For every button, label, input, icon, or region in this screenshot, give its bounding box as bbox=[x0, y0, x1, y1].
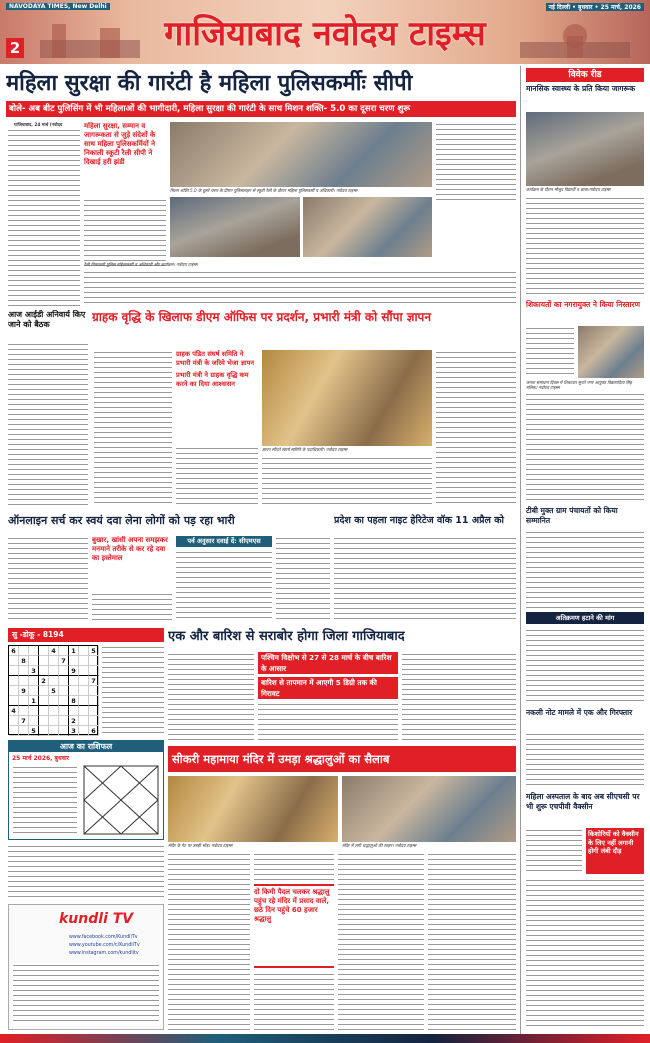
lead-body-lower bbox=[84, 270, 516, 306]
sudoku-cell: 1 bbox=[69, 646, 79, 656]
sudoku-cell: 2 bbox=[39, 676, 49, 686]
gram-body-col4 bbox=[436, 350, 516, 506]
horoscope-title: आज का राशिफल bbox=[9, 741, 163, 752]
sudoku-cell bbox=[79, 656, 89, 666]
heritage-headline: प्रदेश का पहला नाइट हेरिटेज वॉक 11 अप्रैल को bbox=[334, 515, 505, 526]
horoscope-date: 25 मार्च 2026, बुधवार bbox=[12, 755, 70, 762]
rain-bullet-1: पश्चिम विक्षोभ से 27 से 28 मार्च के बीच बारिश के आसार bbox=[258, 652, 398, 674]
sudoku-cell bbox=[49, 696, 59, 706]
sudoku-cell bbox=[89, 696, 99, 706]
sudoku-cell bbox=[79, 726, 89, 736]
temple-caption-1: मंदिर के गेट पर उमड़ी भीड़। नवोदय टाइम्स bbox=[168, 843, 233, 848]
right-story6-body-a bbox=[526, 828, 582, 874]
sudoku-cell bbox=[19, 726, 29, 736]
gram-photo-caption: ज्ञापन सौंपते संघर्ष समिति के पदाधिकारी। नवोदय टाइम्स bbox=[262, 447, 348, 452]
right-story4-body bbox=[526, 628, 644, 704]
right-story6-headline: महिला अस्पताल के बाद अब सीएचसी पर भी शुरू एचपीवी वैक्सीन bbox=[526, 792, 640, 811]
sudoku-cell bbox=[39, 686, 49, 696]
horoscope-panchang bbox=[13, 765, 77, 835]
sudoku-cell bbox=[79, 686, 89, 696]
sudoku-cell: 6 bbox=[9, 646, 19, 656]
kundli-link-3[interactable]: www.instagram.com/kundlitv bbox=[69, 951, 139, 956]
sudoku-cell bbox=[9, 716, 19, 726]
sudoku-cell: 6 bbox=[89, 726, 99, 736]
sudoku-cell bbox=[79, 646, 89, 656]
sudoku-cell bbox=[39, 656, 49, 666]
sudoku-cell bbox=[59, 686, 69, 696]
temple-body-col3 bbox=[254, 972, 334, 1030]
online-body-col4 bbox=[276, 536, 330, 622]
sudoku-cell: 7 bbox=[19, 716, 29, 726]
online-festival-box: पर्व अनुसार दवाई दें: सीएमएस bbox=[176, 536, 272, 547]
sudoku-cell bbox=[89, 656, 99, 666]
sudoku-cell: 9 bbox=[69, 666, 79, 676]
masthead-title: गाजियाबाद नवोदय टाइम्स bbox=[164, 14, 486, 54]
lead-photo-caption-1: मिशन शक्ति 5.0 के दूसरे चरण के दौरान पुलिसलाइन से स्कूटी रैली के दौरान महिला पुलिसकर्मी व अधिकारी। नवोदय टाइम्स bbox=[170, 188, 358, 193]
right-story3-body bbox=[526, 530, 644, 608]
sudoku-cell bbox=[49, 706, 59, 716]
right-story1-body bbox=[526, 196, 644, 296]
rain-headline: एक और बारिश से सराबोर होगा जिला गाजियाबाद bbox=[168, 629, 405, 644]
sudoku-cell bbox=[79, 666, 89, 676]
monument-icon bbox=[520, 14, 630, 58]
online-body-col2 bbox=[92, 592, 172, 622]
page-number: 2 bbox=[6, 38, 24, 58]
right-story2-caption: जनता समाधान दिवस में शिकायत सुनते नगर आयुक्त विक्रमादित्य सिंह मलिक। नवोदय टाइम्स bbox=[526, 380, 632, 390]
kundli-ad bbox=[8, 904, 164, 1030]
temple-body-col2 bbox=[254, 852, 334, 882]
right-photo-1 bbox=[526, 112, 644, 186]
lead-photo-3 bbox=[303, 197, 432, 257]
horoscope-signs bbox=[8, 844, 164, 900]
side-news-headline: आज आईडी अनिवार्य किए जाने को बैठक bbox=[8, 310, 86, 329]
sudoku-cell: 5 bbox=[49, 686, 59, 696]
sudoku-cell bbox=[69, 656, 79, 666]
kundli-ad-body bbox=[13, 963, 159, 1025]
temple-photo-1 bbox=[168, 776, 338, 842]
right-story2-headline: शिकायतों का नगरायुक्त ने किया निस्तारण bbox=[526, 300, 640, 309]
online-pull-quote: बुखार, खांसी अपना समझकर मनमाने तरीके से कर रहे दवा का इस्तेमाल bbox=[92, 536, 168, 562]
lead-photo-caption-2: रैली निकालती पुलिस महिलाकर्मी व अधिकारी और कार्यक्रम। नवोदय टाइम्स bbox=[84, 262, 198, 267]
sudoku-cell bbox=[29, 686, 39, 696]
gram-body-col3 bbox=[262, 456, 432, 506]
side-news-body bbox=[8, 342, 88, 506]
lead-body-col1 bbox=[8, 128, 80, 306]
sudoku-cell bbox=[89, 716, 99, 726]
sudoku-cell bbox=[79, 696, 89, 706]
right-story5-headline: नकली नोट मामले में एक और गिरफ्तार bbox=[526, 708, 633, 717]
sudoku-cell bbox=[9, 666, 19, 676]
heritage-body bbox=[334, 536, 516, 622]
sudoku-cell bbox=[19, 666, 29, 676]
lead-strap: बोले- अब बीट पुलिसिंग में भी महिलाओं की भागीदारी, महिला सुरक्षा की गारंटी के साथ मिशन शक्ति- 5.0 का दूसरा चरण शुरू bbox=[6, 101, 516, 117]
sudoku-cell bbox=[59, 646, 69, 656]
gram-bullet-1: ग्राहक पंडित संघर्ष समिति ने प्रभारी मंत्री के जरिये भेजा ज्ञापन bbox=[176, 350, 255, 367]
lead-photo-1 bbox=[170, 122, 432, 187]
sudoku-cell bbox=[49, 716, 59, 726]
sudoku-grid bbox=[8, 645, 98, 735]
sudoku-cell bbox=[59, 666, 69, 676]
masthead-tagline: NAVODAYA TIMES, New Delhi bbox=[6, 3, 110, 10]
gram-bullet-2: प्रभारी मंत्री ने ग्राहक वृद्धि कम करने का दिया आश्वासन bbox=[176, 371, 249, 388]
sudoku-cell bbox=[79, 706, 89, 716]
sudoku-cell bbox=[49, 676, 59, 686]
kundli-link-1[interactable]: www.facebook.com/KundliTv bbox=[69, 935, 138, 940]
right-col-label: विवेक रीड bbox=[526, 68, 644, 82]
sudoku-cell bbox=[39, 696, 49, 706]
sudoku-cell bbox=[59, 696, 69, 706]
sudoku-cell bbox=[29, 656, 39, 666]
sudoku-cell bbox=[9, 696, 19, 706]
right-story2-body-a bbox=[526, 326, 574, 378]
sudoku-cell bbox=[19, 676, 29, 686]
masthead bbox=[0, 0, 650, 64]
kundli-chart-icon bbox=[83, 765, 159, 835]
sudoku-cell bbox=[59, 676, 69, 686]
right-photo-caption: कार्यक्रम के दौरान मौजूद विद्यार्थी व छात्रा।नवोदय टाइम्स bbox=[526, 187, 611, 192]
lead-headline: महिला सुरक्षा की गारंटी है महिला पुलिसकर्मीः सीपी bbox=[6, 71, 413, 96]
lead-photo-2 bbox=[170, 197, 300, 257]
sudoku-cell: 4 bbox=[9, 706, 19, 716]
sudoku-cell bbox=[59, 716, 69, 726]
sudoku-cell bbox=[69, 686, 79, 696]
temple-body-col4 bbox=[338, 852, 424, 1030]
sudoku-cell bbox=[9, 726, 19, 736]
sudoku-cell bbox=[39, 716, 49, 726]
sudoku-cell bbox=[89, 686, 99, 696]
sudoku-cell: 3 bbox=[69, 726, 79, 736]
sudoku-cell bbox=[79, 716, 89, 726]
sudoku-cell bbox=[9, 686, 19, 696]
right-col-rule bbox=[520, 66, 521, 1036]
sudoku-cell bbox=[29, 646, 39, 656]
gram-body-col2 bbox=[176, 446, 258, 506]
sudoku-cell bbox=[89, 666, 99, 676]
sudoku-cell: 2 bbox=[69, 716, 79, 726]
sudoku-label: सु -डोकू - 8194 bbox=[8, 628, 164, 642]
gram-headline: ग्राहक वृद्धि के खिलाफ डीएम ऑफिस पर प्रदर्शन, प्रभारी मंत्री को सौंपा ज्ञापन bbox=[92, 310, 432, 324]
temple-caption-2: मंदिर में लगी श्रद्धालुओं की लाइन। नवोदय टाइम्स bbox=[342, 843, 417, 848]
sudoku-cell bbox=[49, 726, 59, 736]
sudoku-cell: 8 bbox=[19, 656, 29, 666]
sudoku-cell bbox=[29, 706, 39, 716]
sudoku-cell: 4 bbox=[49, 646, 59, 656]
sudoku-cell bbox=[29, 676, 39, 686]
right-story6-box: किशोरियों को वैक्सीन के लिए नहीं लगानी होगी लंबी दौड़ bbox=[586, 828, 644, 874]
sudoku-cell bbox=[69, 676, 79, 686]
right-story4-label: अतिक्रमण हटाने की मांग bbox=[526, 612, 644, 624]
sudoku-cell bbox=[49, 656, 59, 666]
sudoku-cell bbox=[19, 706, 29, 716]
sudoku-cell bbox=[19, 646, 29, 656]
sudoku-cell bbox=[49, 666, 59, 676]
sudoku-cell bbox=[19, 696, 29, 706]
sudoku-cell bbox=[9, 676, 19, 686]
online-headline: ऑनलाइन सर्च कर स्वयं दवा लेना लोगों को पड़ रहा भारी bbox=[8, 514, 235, 527]
lead-body-col5 bbox=[436, 122, 516, 200]
sudoku-cell bbox=[9, 656, 19, 666]
sudoku-cell bbox=[39, 666, 49, 676]
temple-body-col5 bbox=[428, 852, 516, 1030]
sudoku-cell: 5 bbox=[29, 726, 39, 736]
temple-headline: सीकरी महामाया मंदिर में उमड़ा श्रद्धालुओं का सैलाब bbox=[168, 746, 516, 772]
right-story2-body-b bbox=[526, 392, 644, 502]
sudoku-cell bbox=[39, 646, 49, 656]
online-body-col3 bbox=[176, 550, 272, 622]
kundli-link-2[interactable]: www.youtube.com/c/KundliTv bbox=[69, 943, 140, 948]
sudoku-cell bbox=[79, 676, 89, 686]
gram-photo bbox=[262, 350, 432, 446]
rain-body-col2 bbox=[258, 702, 398, 740]
lead-body-col2 bbox=[84, 198, 166, 268]
sudoku-cell bbox=[39, 726, 49, 736]
sudoku-cell: 3 bbox=[29, 666, 39, 676]
sudoku-cell bbox=[69, 706, 79, 716]
sudoku-cell bbox=[59, 706, 69, 716]
sudoku-cell: 7 bbox=[59, 656, 69, 666]
gram-bullets bbox=[176, 350, 258, 442]
right-photo-2 bbox=[578, 326, 644, 378]
horoscope-box bbox=[8, 740, 164, 840]
sudoku-rules bbox=[102, 645, 164, 735]
right-col-headline: मानसिक स्वास्थ्य के प्रति किया जागरूक bbox=[526, 84, 636, 93]
right-story6-body-b bbox=[526, 878, 644, 1030]
sudoku-cell: 5 bbox=[89, 646, 99, 656]
lead-dateline: गाजियाबाद, 24 मार्च (नवोदय bbox=[14, 123, 63, 128]
footer-strip bbox=[0, 1034, 650, 1043]
sudoku-cell bbox=[29, 716, 39, 726]
sudoku-cell: 8 bbox=[69, 696, 79, 706]
rain-body-col1 bbox=[168, 652, 254, 740]
right-story5-body bbox=[526, 732, 644, 788]
sudoku-cell bbox=[59, 726, 69, 736]
rain-body-col3 bbox=[402, 652, 516, 740]
date-line: नई दिल्ली • बुधवार • 25 मार्च, 2026 bbox=[546, 3, 644, 11]
sudoku-cell bbox=[89, 706, 99, 716]
sudoku-cell: 1 bbox=[29, 696, 39, 706]
temple-box: दो किमी पैदल चलकर श्रद्धालु पहुंच रहे मंदिर में प्रसाद वाले, छठे दिन पहुंचे 60 हजार श्रद्धालु bbox=[254, 884, 334, 968]
sudoku-cell: 9 bbox=[19, 686, 29, 696]
temple-body-col1 bbox=[168, 852, 250, 1030]
right-story3-headline: टीबी मुक्त ग्राम पंचायतों को किया सम्मानित bbox=[526, 506, 618, 525]
sudoku-cell: 7 bbox=[89, 676, 99, 686]
city-skyline-icon bbox=[40, 14, 140, 58]
rain-bullet-2: बारिश से तापमान में आएगी 5 डिग्री तक की गिरावट bbox=[258, 677, 398, 699]
gram-body-col1 bbox=[94, 350, 172, 506]
kundli-brand: kundli TV bbox=[59, 911, 134, 927]
sudoku-cell bbox=[39, 706, 49, 716]
lead-highlight: महिला सुरक्षा, सम्मान व जागरूकता से जुड़े संदेशों के साथ महिला पुलिसकर्मियों ने निकाली स्कूटी रैली सीपी ने दिखाई हरी झंडी bbox=[84, 122, 156, 166]
online-body-col1 bbox=[8, 536, 88, 622]
temple-photo-2 bbox=[342, 776, 516, 842]
